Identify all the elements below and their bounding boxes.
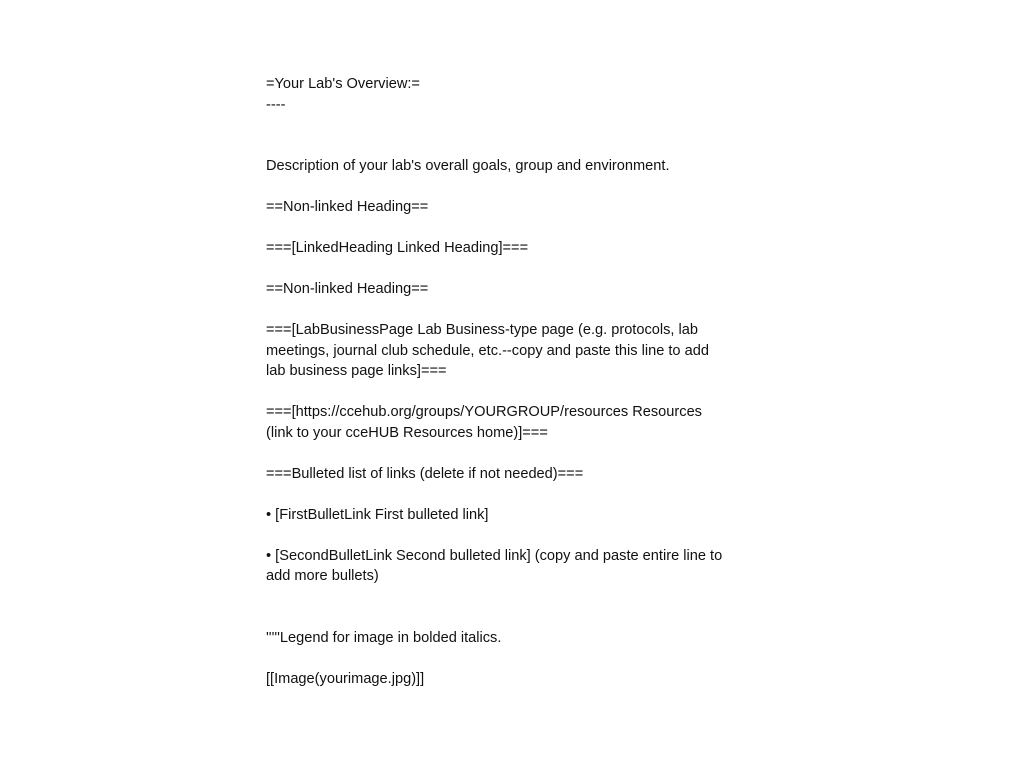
- bullet-item-1: • [FirstBulletLink First bulleted link]: [266, 506, 489, 523]
- horizontal-rule-markup: ----: [266, 96, 286, 113]
- resources-line-2: (link to your cceHUB Resources home)]===: [266, 424, 548, 441]
- bulleted-list-heading: ===Bulleted list of links (delete if not needed)===: [266, 465, 584, 482]
- resources-link-line: [266, 402, 766, 443]
- lab-business-line-3: lab business page links]===: [266, 363, 447, 379]
- bullet-2-line-2: add more bullets): [266, 568, 379, 584]
- bullet-item-2: [266, 546, 766, 587]
- bullet-2-line-1: • [SecondBulletLink Second bulleted link] (copy and paste entire line to: [266, 547, 723, 564]
- lab-description: Description of your lab's overall goals, group and environment.: [266, 158, 670, 174]
- linked-heading: ===[LinkedHeading Linked Heading]===: [266, 240, 529, 256]
- image-legend: '''''Legend for image in bolded italics.: [266, 629, 502, 646]
- non-linked-heading-1: ==Non-linked Heading==: [266, 199, 429, 215]
- lab-business-line-1: ===[LabBusinessPage Lab Business-type page (e.g. protocols, lab: [266, 322, 699, 338]
- overview-title-line: =Your Lab's Overview:=: [266, 76, 420, 92]
- non-linked-heading-2: ==Non-linked Heading==: [266, 281, 429, 297]
- wiki-template-text: [266, 74, 766, 689]
- image-markup: [[Image(yourimage.jpg)]]: [266, 670, 425, 687]
- resources-line-1: ===[https://ccehub.org/groups/YOURGROUP/resources Resources: [266, 404, 702, 420]
- lab-business-page-line: [266, 320, 766, 382]
- lab-business-line-2: meetings, journal club schedule, etc.--copy and paste this line to add: [266, 342, 709, 359]
